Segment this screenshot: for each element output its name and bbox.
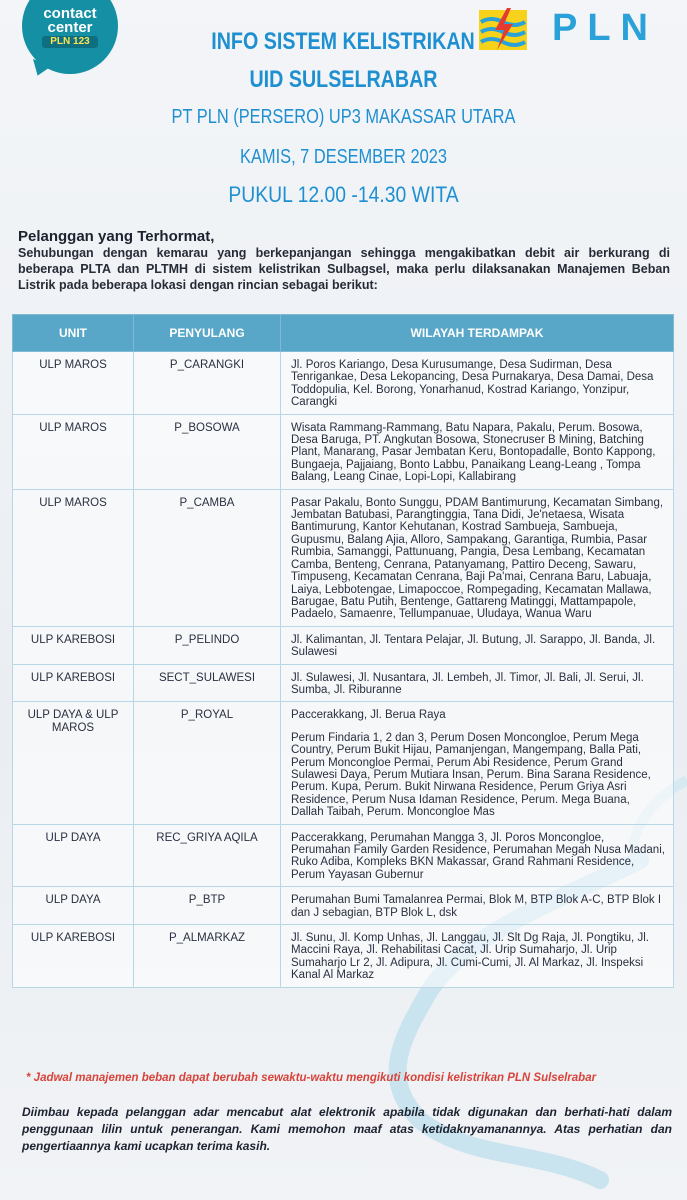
unit-cell: ULP MAROS [13, 489, 134, 626]
header-unit: UNIT [13, 315, 134, 352]
area-cell: Jl. Kalimantan, Jl. Tentara Pelajar, Jl. Butung, Jl. Sarappo, Jl. Banda, Jl. Sulawesi [281, 626, 674, 664]
feeder-cell: P_BTP [134, 887, 281, 925]
area-cell: Jl. Sunu, Jl. Komp Unhas, Jl. Langgau, Jl. Slt Dg Raja, Jl. Pongtiku, Jl. Maccini Raya, Jl. Rehabilitasi Cacat, Jl. Urip Sumaharjo, Jl. Urip Sumaharjo Lr 2, Jl. Adipura, Jl. Cumi-Cumi, Jl. Al Markaz, Jl. Inspeksi Kanal Al Markaz [281, 925, 674, 988]
feeder-cell: SECT_SULAWESI [134, 664, 281, 702]
table-row [13, 664, 674, 702]
header-feeder: PENYULANG [134, 315, 281, 352]
area-cell: Jl. Poros Kariango, Desa Kurusumange, Desa Sudirman, Desa Tenrigankae, Desa Lekopancing, Desa Purnakarya, Desa Damai, Desa Toddopulia, Kel. Borong, Yonarhanud, Kostrad Kariango, Yonzipur, Carangki [281, 352, 674, 415]
table-row [13, 702, 674, 824]
header-date: KAMIS, 7 DESEMBER 2023 [240, 146, 447, 168]
table-header-row [13, 315, 674, 352]
header-time: PUKUL 12.00 -14.30 WITA [228, 182, 459, 207]
badge-line-2: center [47, 19, 93, 36]
area-cell: Wisata Rammang-Rammang, Batu Napara, Pakalu, Perum. Bosowa, Desa Baruga, PT. Angkutan Bosowa, Stonecruser B Mining, Batching Plant, Manarang, Pasar Jembatan Keru, Bontopadalle, Bonto Kappong, Bungaeja, Pajjaiang, Bonto Labbu, Panaikang Leang-Leang , Tompa Balang, Leang Cinae, Lopi-Lopi, Kallabirang [281, 414, 674, 489]
unit-cell: ULP DAYA [13, 887, 134, 925]
unit-cell: ULP DAYA & ULP MAROS [13, 702, 134, 824]
area-cell: Perumahan Bumi Tamalanrea Permai, Blok M, BTP Blok A-C, BTP Blok I dan J sebagian, BTP Blok L, dsk [281, 887, 674, 925]
schedule-disclaimer: * Jadwal manajemen beban dapat berubah sewaktu-waktu mengikuti kondisi kelistrikan PLN Sulselrabar [26, 1072, 597, 1084]
header-organization: PT PLN (PERSERO) UP3 MAKASSAR UTARA [171, 106, 516, 128]
feeder-cell: P_ALMARKAZ [134, 925, 281, 988]
unit-cell: ULP KAREBOSI [13, 925, 134, 988]
intro-paragraph: Sehubungan dengan kemarau yang berkepanjangan sehingga mengakibatkan debit air berkurang di beberapa PLTA dan PLTMH di sistem kelistrikan Sulbagsel, maka perlu dilaksanakan Manajemen Beban Listrik pada beberapa lokasi dengan rincian sebagai berikut: [18, 246, 670, 292]
unit-cell: ULP MAROS [13, 352, 134, 415]
area-text-part-1: Paccerakkang, Jl. Berua Raya [291, 709, 446, 722]
table-row [13, 489, 674, 626]
area-text-part-2: Perum Findaria 1, 2 dan 3, Perum Dosen Moncongloe, Perum Mega Country, Perum Bukit Hijau, Pamanjengan, Mangempang, Balla Pati, Perum Moncongloe Permai, Perum Abi Residence, Perum Grand Sulawesi Daya, Perum Mutiara Insan, Perum. Bina Sarana Residence, Perum. Kupa, Perum. Bukit Nirwana Residence, Perum Griya Asri Residence, Perum Nusa Idaman Residence, Perum. Mega Buana, Dallah Taibah, Perum. Moncongloe Mas [291, 731, 651, 819]
area-cell: Jl. Sulawesi, Jl. Nusantara, Jl. Lembeh, Jl. Timor, Jl. Bali, Jl. Serui, Jl. Sumba, Jl. Riburanne [281, 664, 674, 702]
feeder-cell: REC_GRIYA AQILA [134, 824, 281, 887]
unit-cell: ULP MAROS [13, 414, 134, 489]
table-row [13, 887, 674, 925]
unit-cell: ULP KAREBOSI [13, 626, 134, 664]
closing-paragraph: Diimbau kepada pelanggan adar mencabut alat elektronik apabila tidak digunakan dan berhati-hati dalam penggunaan lilin untuk penerangan. Kami memohon maaf atas ketidaknyamanannya. Atas perhatian dan pengertiaannya kami ucapkan terima kasih. [22, 1105, 672, 1153]
pln-logo-text: PLN [552, 7, 658, 49]
table-row [13, 414, 674, 489]
header-title-2: UID SULSELRABAR [249, 66, 438, 93]
schedule-table [12, 314, 674, 988]
salutation: Pelanggan yang Terhormat, [18, 228, 215, 245]
area-cell: Paccerakkang, Perumahan Mangga 3, Jl. Poros Moncongloe, Perumahan Family Garden Residence, Perumahan Megah Nusa Madani, Ruko Adiba, Kompleks BKN Makassar, Grand Rahmani Residence, Perum Yayasan Gubernur [281, 824, 674, 887]
area-cell: Pasar Pakalu, Bonto Sunggu, PDAM Bantimurung, Kecamatan Simbang, Jembatan Batubasi, Parangtinggia, Tana Didi, Je'netaesa, Wisata Bantimurung, Kantor Kehutanan, Kostrad Sambueja, Sambueja, Gupusmu, Balang Ajia, Alloro, Sampakang, Garantiga, Rumbia, Pasar Rumbia, Samanggi, Pattunuang, Pangia, Desa Lembang, Kecamatan Camba, Benteng, Cenrana, Patanyamang, Pattiro Deceng, Sawaru, Timpuseng, Kecamatan Cenrana, Baji Pa'mai, Cenrana Baru, Labuaja, Laiya, Lebbotengae, Limapoccoe, Rompegading, Kecamatan Mallawa, Barugae, Batu Putih, Bentenge, Gattareng Matinggi, Mattampapole, Padaelo, Samaenre, Tellumpanuae, Uludaya, Wanua Waru [281, 489, 674, 626]
badge-line-1: contact [43, 5, 97, 22]
area-cell [281, 702, 674, 824]
unit-cell: ULP KAREBOSI [13, 664, 134, 702]
table-row [13, 626, 674, 664]
table-row [13, 925, 674, 988]
header-title-1: INFO SISTEM KELISTRIKAN [211, 28, 475, 55]
table-row [13, 824, 674, 887]
header-area: WILAYAH TERDAMPAK [281, 315, 674, 352]
feeder-cell: P_BOSOWA [134, 414, 281, 489]
feeder-cell: P_ROYAL [134, 702, 281, 824]
area-spacer [291, 722, 665, 732]
badge-line-3: PLN 123 [42, 36, 98, 48]
feeder-cell: P_PELINDO [134, 626, 281, 664]
table-row [13, 352, 674, 415]
unit-cell: ULP DAYA [13, 824, 134, 887]
feeder-cell: P_CARANGKI [134, 352, 281, 415]
feeder-cell: P_CAMBA [134, 489, 281, 626]
